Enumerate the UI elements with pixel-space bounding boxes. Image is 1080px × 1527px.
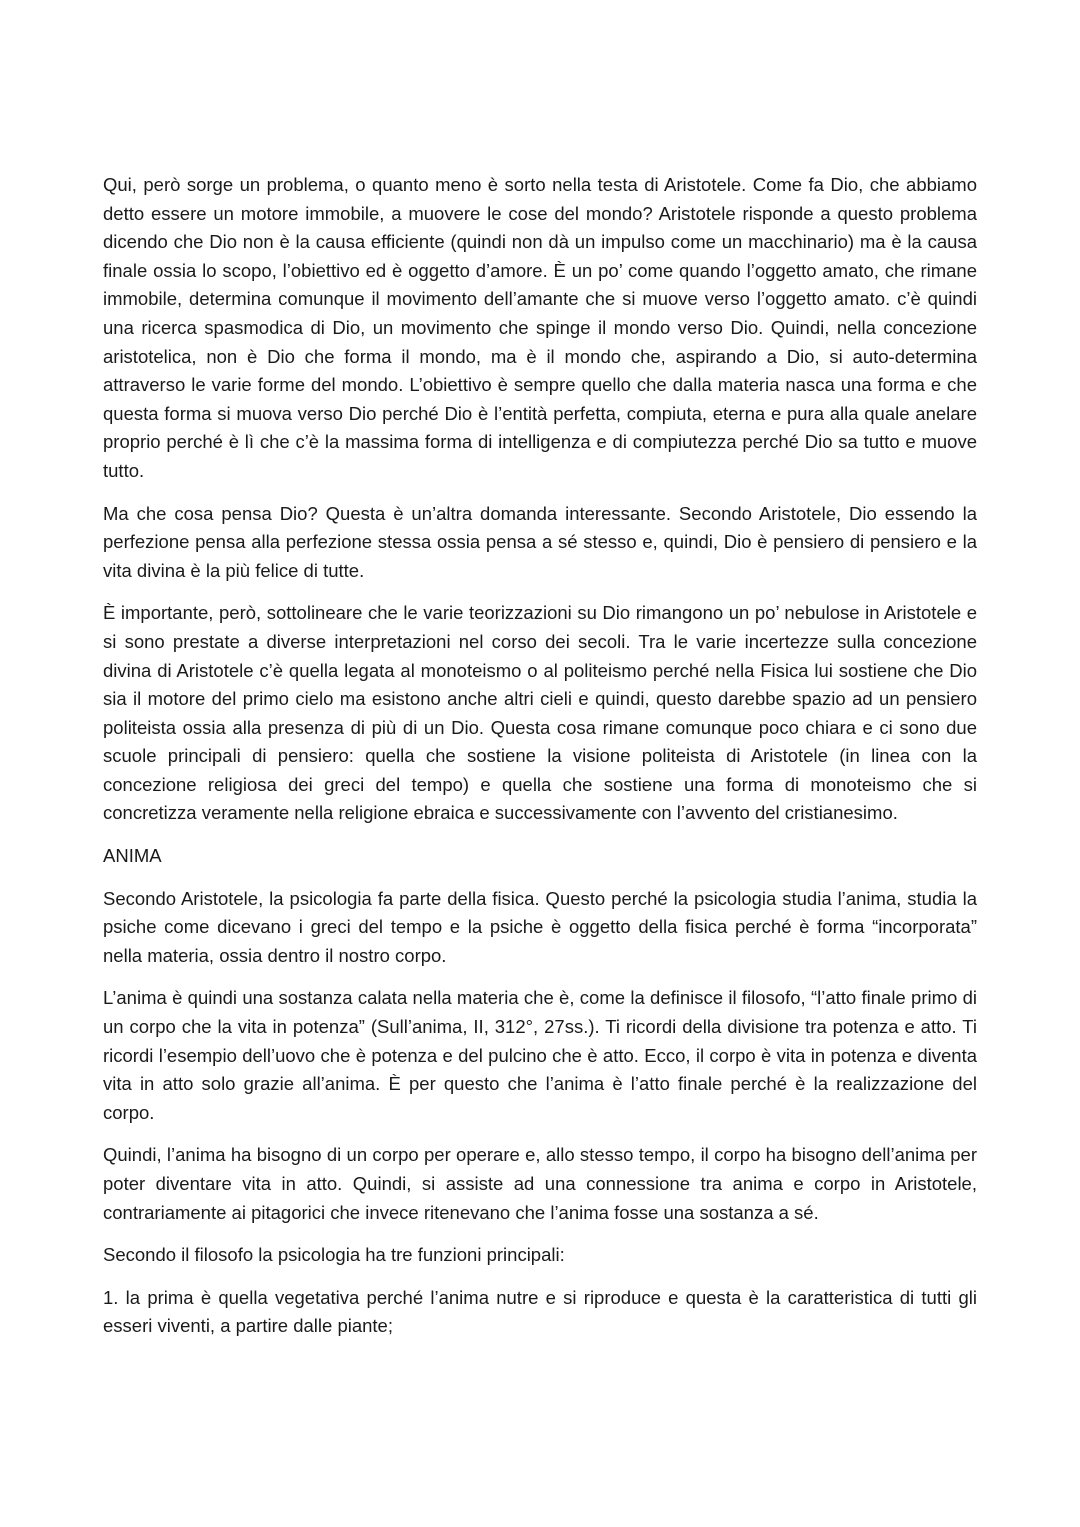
- paragraph-pensiero-di-dio: Ma che cosa pensa Dio? Questa è un’altra domanda interessante. Secondo Aristotele, Dio essendo la perfezione pensa alla perfezione stessa ossia pensa a sé stesso e, quindi, Dio è pensiero di pensiero e la vita divina è la più felice di tutte.: [103, 502, 977, 581]
- document-body: [103, 171, 977, 1355]
- list-item-funzione-vegetativa: 1. la prima è quella vegetativa perché l’anima nutre e si riproduce e questa è la caratteristica di tutti gli esseri viventi, a partire dalle piante;: [103, 1286, 977, 1337]
- paragraph-psicologia-fisica: Secondo Aristotele, la psicologia fa parte della fisica. Questo perché la psicologia studia l’anima, studia la psiche come dicevano i greci del tempo e la psiche è oggetto della fisica perché è forma “incorporata” nella materia, ossia dentro il nostro corpo.: [103, 887, 977, 966]
- paragraph-tre-funzioni: Secondo il filosofo la psicologia ha tre funzioni principali:: [103, 1244, 565, 1266]
- paragraph-dio-motore: Qui, però sorge un problema, o quanto meno è sorto nella testa di Aristotele. Come fa Dio, che abbiamo detto essere un motore immobile, a muovere le cose del mondo? Aristotele risponde a questo problema dicendo che Dio non è la causa efficiente (quindi non dà un impulso come un macchinario) ma è la causa finale ossia lo scopo, l’obiettivo ed è oggetto d’amore. È un po’ come quando l’oggetto amato, che rimane immobile, determina comunque il movimento dell’amante che si muove verso l’oggetto amato. c’è quindi una ricerca spasmodica di Dio, un movimento che spinge il mondo verso Dio. Quindi, nella concezione aristotelica, non è Dio che forma il mondo, ma è il mondo che, aspirando a Dio, si auto-determina attraverso le varie forme del mondo. L’obiettivo è sempre quello che dalla materia nasca una forma e che questa forma si muova verso Dio perché Dio è l’entità perfetta, compiuta, eterna e pura alla quale anelare proprio perché è lì che c’è la massima forma di intelligenza e di compiutezza perché Dio sa tutto e muove tutto.: [103, 174, 977, 481]
- paragraph-definizione-anima: L’anima è quindi una sostanza calata nella materia che è, come la definisce il filosofo, “l’atto finale primo di un corpo che la vita in potenza” (Sull’anima, II, 312°, 27ss.). Ti ricordi della divisione tra potenza e atto. Ti ricordi l’esempio dell’uovo che è potenza e del pulcino che è atto. Ecco, il corpo è vita in potenza e diventa vita in atto solo grazie all’anima. È per questo che l’anima è l’atto finale perché è la realizzazione del corpo.: [103, 987, 977, 1123]
- paragraph-anima-corpo: Quindi, l’anima ha bisogno di un corpo per operare e, allo stesso tempo, il corpo ha bisogno dell’anima per poter diventare vita in atto. Quindi, si assiste ad una connessione tra anima e corpo in Aristotele, contrariamente ai pitagorici che invece ritenevano che l’anima fosse una sostanza a sé.: [103, 1144, 977, 1223]
- paragraph-monoteismo-politeismo: È importante, però, sottolineare che le varie teorizzazioni su Dio rimangono un po’ nebulose in Aristotele e si sono prestate a diverse interpretazioni nel corso dei secoli. Tra le varie incertezze sulla concezione divina di Aristotele c’è quella legata al monoteismo o al politeismo perché nella Fisica lui sostiene che Dio sia il motore del primo cielo ma esistono anche altri cieli e quindi, questo darebbe spazio ad un pensiero politeista ossia alla presenza di più di un Dio. Questa cosa rimane comunque poco chiara e ci sono due scuole principali di pensiero: quella che sostiene la visione politeista di Aristotele (in linea con la concezione religiosa dei greci del tempo) e quella che sostiene una forma di monoteismo che si concretizza veramente nella religione ebraica e successivamente con l’avvento del cristianesimo.: [103, 602, 977, 824]
- section-heading-anima: ANIMA: [103, 845, 162, 867]
